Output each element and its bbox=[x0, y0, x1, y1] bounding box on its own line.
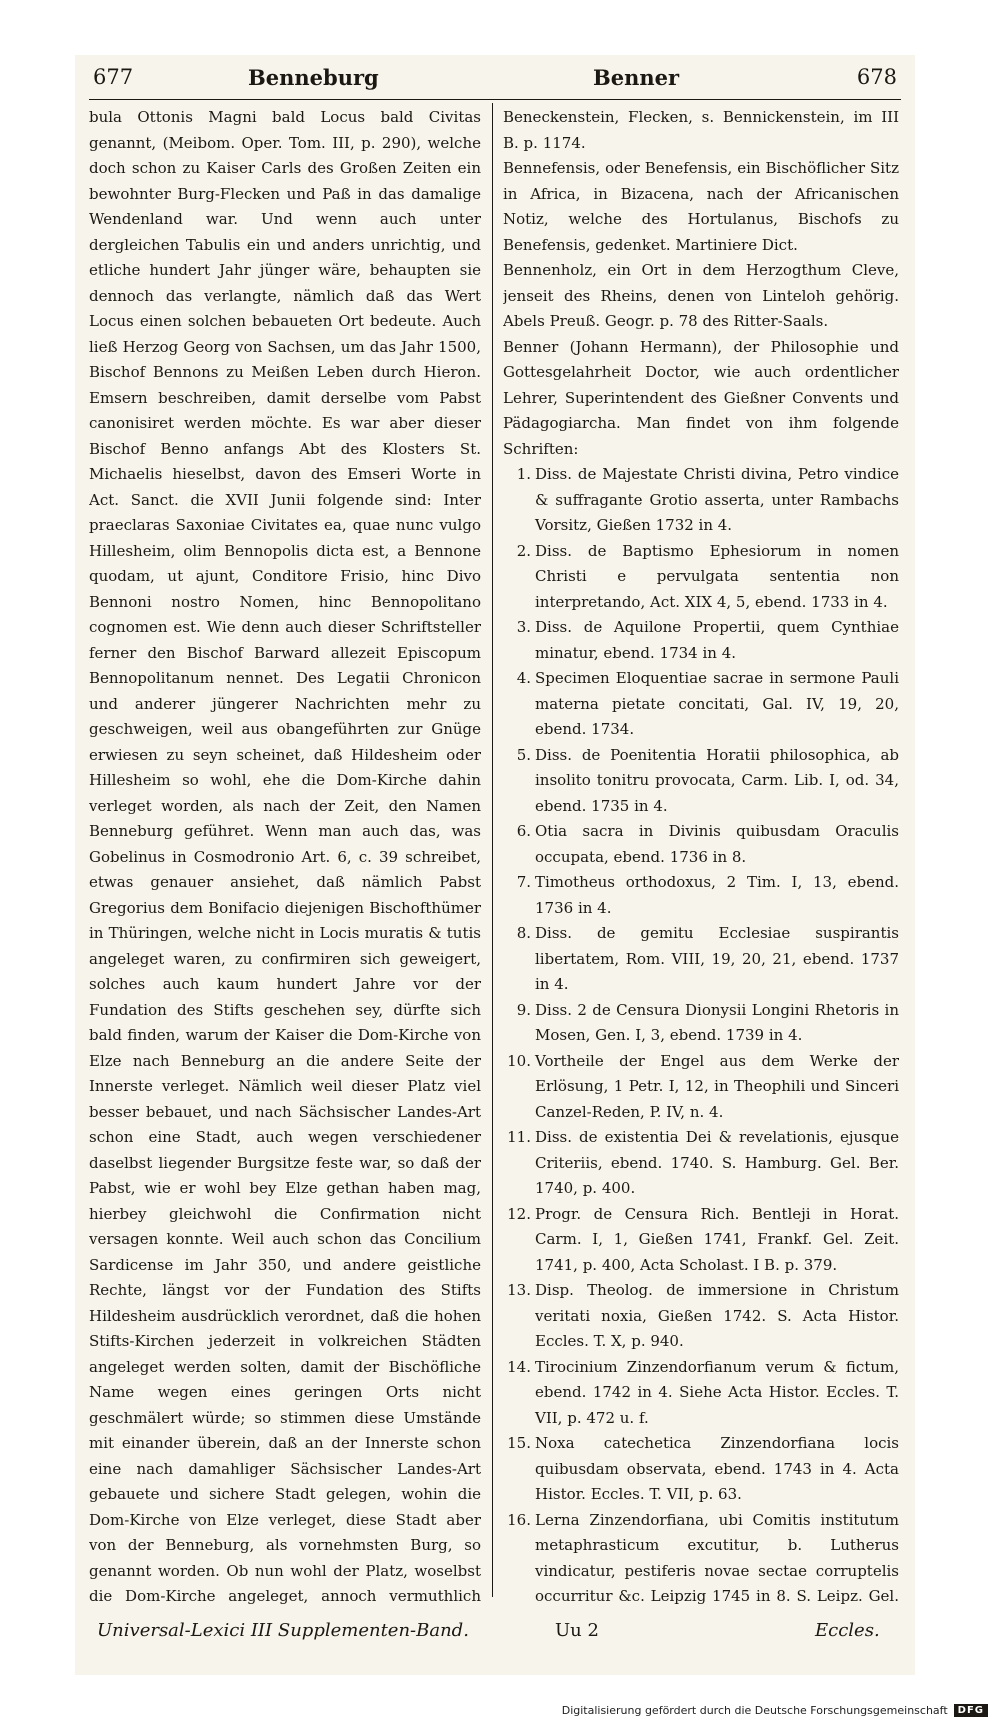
page-number-right: 678 bbox=[856, 65, 897, 89]
column-divider bbox=[492, 103, 493, 1597]
item-text: Vortheile der Engel aus dem Werke der Erlösung, 1 Petr. I, 12, in Theophili und Sinceri Canzel-Reden, P. IV, n. 4. bbox=[535, 1051, 899, 1121]
item-number: 15. bbox=[507, 1434, 531, 1452]
header-rule bbox=[89, 99, 901, 100]
credit-text: Digitalisierung gefördert durch die Deutsche Forschungsgemeinschaft bbox=[561, 1704, 948, 1717]
list-item bbox=[503, 1431, 899, 1508]
item-number: 10. bbox=[507, 1051, 531, 1070]
list-item bbox=[503, 819, 899, 870]
list-item bbox=[503, 921, 899, 998]
item-number: 8. bbox=[516, 924, 531, 942]
item-text: Lerna Zinzendorfiana, ubi Comitis institutum metaphrasticum excutitur, b. Lutherus vindicatur, pestiferis novae sectae corruptelis occurritur &c. Leipzig 1745 in 8. S. Leipz. Gel. bbox=[535, 1510, 899, 1605]
page-number-left: 677 bbox=[93, 65, 134, 89]
item-text: Specimen Eloquentiae sacrae in sermone Pauli materna pietate concitati, Gal. IV, 19, 20, ebend. 1734. bbox=[535, 669, 899, 738]
item-text: Disp. Theolog. de immersione in Christum veritati noxia, Gießen 1742. S. Acta Histor. Eccles. T. X, p. 940. bbox=[535, 1281, 899, 1350]
list-item bbox=[503, 743, 899, 820]
item-text: Diss. de Poenitentia Horatii philosophica, ab insolito tonitru provocata, Carm. Lib. I, od. 34, ebend. 1735 in 4. bbox=[535, 745, 899, 815]
entry-bennefensis: Bennefensis, oder Benefensis, ein Bischöflicher Sitz in Africa, in Bizacena, nach der Africanischen Notiz, welche des Hortulanus, Bischofs zu Benefensis, gedenket. Martiniere Dict. bbox=[503, 159, 899, 254]
left-column bbox=[89, 105, 481, 1605]
catchword: Eccles. bbox=[815, 1620, 880, 1641]
item-text: Tirocinium Zinzendorfianum verum & fictum, ebend. 1742 in 4. Siehe Acta Histor. Eccles. T. VII, p. 472 u. f. bbox=[535, 1357, 899, 1427]
running-title-right: Benner bbox=[593, 65, 680, 90]
item-number: 9. bbox=[516, 1000, 531, 1019]
scanned-page bbox=[75, 55, 915, 1675]
volume-footer: Universal-Lexici III Supplementen-Band. bbox=[97, 1620, 469, 1641]
item-number: 11. bbox=[507, 1128, 531, 1146]
running-head bbox=[93, 65, 897, 99]
list-item bbox=[503, 1355, 899, 1432]
left-column-text: bula Ottonis Magni bald Locus bald Civitas genannt, (Meibom. Oper. Tom. III, p. 290), welche doch schon zu Kaiser Carls des Großen Zeiten ein bewohnter Burg-Flecken und Paß in das damalige Wendenland war. Und wenn auch unter dergleichen Tabulis ein und anders unrichtig, und etliche hundert Jahr jünger wäre, behaupten sie dennoch das verlangte, nämlich daß das Wert Locus einen solchen bebaueten Ort bedeute. Auch ließ Herzog Georg von Sachsen, um das Jahr 1500, Bischof Bennons zu Meißen Leben durch Hieron. Emsern beschreiben, damit derselbe vom Pabst canonisiret werden möchte. Es war aber dieser Bischof Benno anfangs Abt des Klosters St. Michaelis hieselbst, davon des Emseri Worte in Act. Sanct. die XVII Junii folgende sind: Inter praeclaras Saxoniae Civitates ea, quae nunc vulgo Hillesheim, olim Bennopolis dicta est, a Bennone quodam, ut ajunt, Conditore Frisio, hinc Divo Bennoni nostro Nomen, hinc Bennopolitano cognomen est. Wie denn auch dieser Schriftsteller ferner den Bischof Barward allezeit Episcopum Bennopolitanum nennet. Des Legatii Chronicon und anderer jüngerer Nachrichten mehr zu geschweigen, weil aus obangeführten zur Gnüge erwiesen zu seyn scheinet, daß Hildesheim oder Hillesheim so wohl, ehe die Dom-Kirche dahin verleget worden, als nach der Zeit, den Namen Benneburg geführet. Wenn man auch das, was Gobelinus in Cosmodronio Art. 6, c. 39 schreibet, etwas genauer ansiehet, daß nämlich Pabst Gregorius dem Bonifacio diejenigen Bischofthümer in Thüringen, welche nicht in Locis muratis & tutis angeleget waren, zu confirmiren sich geweigert, solches auch kaum hundert Jahre vor der Fundation des Stifts geschehen sey, dürfte sich bald finden, warum der Kaiser die Dom-Kirche von Elze nach Benneburg an die andere Seite der Innerste verleget. Nämlich weil dieser Platz viel besser bebauet, und nach Sächsischer Landes-Art schon eine Stadt, auch wegen verschiedener daselbst liegender Burgsitze feste war, so daß der Pabst, wie er wohl bey Elze gethan haben mag, hierbey gleichwohl die Confirmation nicht versagen konnte. Weil auch schon das Concilium Sardicense im Jahr 350, und andere geistliche Rechte, längst vor der Fundation des Stifts Hildesheim ausdrücklich verordnet, daß die hohen Stifts-Kirchen jederzeit in volkreichen Städten angeleget werden solten, damit der Bischöfliche Name wegen eines geringen Orts nicht geschmälert würde; so stimmen diese Umstände mit einander überein, daß an der Innerste schon eine nach damahliger Sächsischer Landes-Art gebauete und sichere Stadt gelegen, wohin die Dom-Kirche von Elze verleget, diese Stadt aber von der Benneburg, als vornehmsten Burg, so genannt worden. Ob nun wohl der Platz, woselbst die Dom-Kirche angeleget, annoch vermuthlich bbox=[89, 108, 481, 1605]
list-item bbox=[503, 998, 899, 1049]
item-text: Diss. de Majestate Christi divina, Petro vindice & suffragante Grotio asserta, unter Rambachs Vorsitz, Gießen 1732 in 4. bbox=[535, 465, 899, 534]
list-item bbox=[503, 1202, 899, 1279]
entry-benner: Benner (Johann Hermann), der Philosophie und Gottesgelahrheit Doctor, wie auch ordentlicher Lehrer, Superintendent des Gießner Convents und Pädagogiarcha. Man findet von ihm folgende Schriften: bbox=[503, 337, 899, 458]
list-item bbox=[503, 462, 899, 539]
list-item bbox=[503, 615, 899, 666]
item-number: 5. bbox=[516, 745, 531, 764]
right-column bbox=[503, 105, 899, 1605]
item-text: Noxa catechetica Zinzendorfiana locis quibusdam observata, ebend. 1743 in 4. Acta Histor. Eccles. T. VII, p. 63. bbox=[535, 1434, 899, 1503]
item-text: Diss. de Baptismo Ephesiorum in nomen Christi e pervulgata sententia non interpretando, Act. XIX 4, 5, ebend. 1733 in 4. bbox=[535, 541, 899, 611]
list-item bbox=[503, 1049, 899, 1126]
item-text: Timotheus orthodoxus, 2 Tim. I, 13, ebend. 1736 in 4. bbox=[535, 873, 899, 917]
list-item bbox=[503, 1278, 899, 1355]
item-number: 2. bbox=[516, 541, 531, 560]
entry-bennenholz: Bennenholz, ein Ort in dem Herzogthum Cleve, jenseit des Rheins, denen von Linteloh gehörig. Abels Preuß. Geogr. p. 78 des Ritter-Saals. bbox=[503, 261, 899, 330]
entry-beneckenstein: Beneckenstein, Flecken, s. Bennickenstein, im III B. p. 1174. bbox=[503, 108, 899, 152]
benner-works-list bbox=[503, 462, 899, 1605]
list-item bbox=[503, 666, 899, 743]
item-number: 12. bbox=[507, 1204, 531, 1223]
dfg-logo: DFG bbox=[954, 1704, 988, 1717]
item-text: Diss. 2 de Censura Dionysii Longini Rhetoris in Mosen, Gen. I, 3, ebend. 1739 in 4. bbox=[535, 1000, 899, 1044]
item-number: 4. bbox=[516, 669, 531, 687]
item-text: Diss. de existentia Dei & revelationis, ejusque Criteriis, ebend. 1740. S. Hamburg. Gel. Ber. 1740, p. 400. bbox=[535, 1128, 899, 1197]
running-title-left: Benneburg bbox=[248, 65, 379, 90]
item-number: 16. bbox=[507, 1510, 531, 1529]
item-number: 6. bbox=[516, 822, 531, 840]
list-item bbox=[503, 870, 899, 921]
item-number: 14. bbox=[507, 1357, 531, 1376]
list-item bbox=[503, 539, 899, 616]
item-number: 7. bbox=[516, 873, 531, 891]
list-item bbox=[503, 1508, 899, 1606]
item-number: 3. bbox=[516, 618, 531, 636]
item-text: Progr. de Censura Rich. Bentleji in Horat. Carm. I, 1, Gießen 1741, Frankf. Gel. Zeit. 1741, p. 400, Acta Scholast. I B. p. 379. bbox=[535, 1204, 899, 1274]
item-text: Diss. de gemitu Ecclesiae suspirantis libertatem, Rom. VIII, 19, 20, 21, ebend. 1737 in 4. bbox=[535, 924, 899, 993]
item-number: 1. bbox=[516, 465, 531, 483]
item-number: 13. bbox=[507, 1281, 531, 1299]
digitization-credit bbox=[562, 1704, 988, 1717]
signature-mark: Uu 2 bbox=[555, 1620, 599, 1641]
item-text: Otia sacra in Divinis quibusdam Oraculis occupata, ebend. 1736 in 8. bbox=[535, 822, 899, 866]
item-text: Diss. de Aquilone Propertii, quem Cynthiae minatur, ebend. 1734 in 4. bbox=[535, 618, 899, 662]
list-item bbox=[503, 1125, 899, 1202]
